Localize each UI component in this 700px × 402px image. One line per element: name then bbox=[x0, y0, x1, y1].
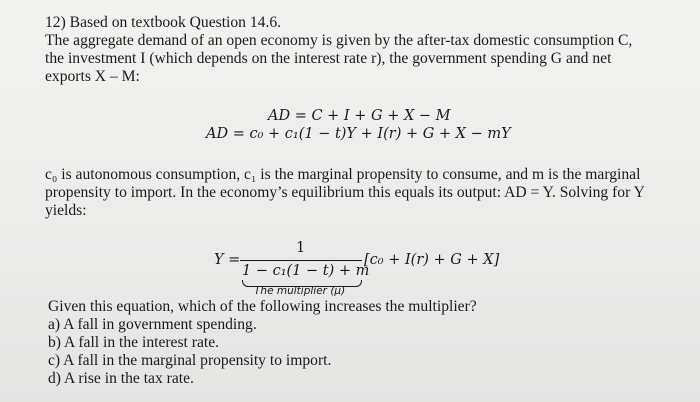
multiplier-label: The multiplier (μ) bbox=[254, 285, 346, 297]
paragraph-line-2: propensity to import. In the economy’s equilibrium this equals its output: AD = Y. Solving for Y bbox=[45, 184, 645, 201]
equation-2: AD = c₀ + c₁(1 − t)Y + I(r) + G + X − mY bbox=[206, 126, 511, 142]
option-d: d) A rise in the tax rate. bbox=[48, 370, 194, 387]
equation-1: AD = C + I + G + X − M bbox=[268, 108, 451, 124]
paragraph-line-1: c₀ is autonomous consumption, c₁ is the marginal propensity to consume, and m is the marginal bbox=[45, 166, 641, 183]
fraction-bar bbox=[240, 260, 362, 261]
multiplier-bracket: [c₀ + I(r) + G + X] bbox=[364, 252, 500, 268]
paragraph-line-3: yields: bbox=[45, 202, 87, 219]
question-header: 12) Based on textbook Question 14.6. bbox=[45, 14, 282, 31]
fraction-denominator: 1 − c₁(1 − t) + m bbox=[242, 263, 370, 279]
question-prompt: Given this equation, which of the following increases the multiplier? bbox=[48, 298, 477, 315]
intro-line-2: the investment I (which depends on the interest rate r), the government spending G and net bbox=[45, 50, 612, 67]
multiplier-lhs: Y = bbox=[214, 252, 241, 268]
intro-line-3: exports X – M: bbox=[45, 68, 140, 85]
fraction-numerator: 1 bbox=[296, 240, 306, 256]
option-c: c) A fall in the marginal propensity to import. bbox=[48, 352, 332, 369]
option-b: b) A fall in the interest rate. bbox=[48, 334, 220, 351]
option-a: a) A fall in government spending. bbox=[48, 316, 257, 333]
intro-line-1: The aggregate demand of an open economy is given by the after-tax domestic consumption C, bbox=[45, 32, 633, 49]
